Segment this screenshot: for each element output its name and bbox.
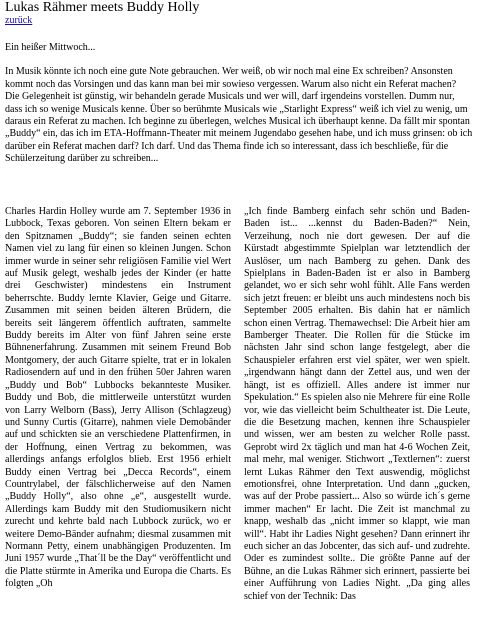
article-column-right: „Ich finde Bamberg einfach sehr schön und Baden-Baden ist... ...kennst du Baden-Baden?“ Nein, Verzeihung, noch nie dort gewesen. Der auf die Kürstadt abgestimmte Spielplan war letztendlich der Auslöser, um nach Bamberg zu gehen. Dank des Spielplans in Baden-Baden ist er also in Bamberg gelandet, wo er sich sehr wohl fühlt. Alle Fans werden sich jetzt freuen: er bleibt uns auch mindestens noch bis September 2005 erhalten. Bis dahin hat er nämlich schon einen Vertrag. Themawechsel: Die Arbeit hier am Bamberger Theater. Die Rollen für die Stücke im nächsten Jahr sind schon lange festgelegt, aber die Schauspieler erfahren erst viel später, wer wen spielt. „irgendwann hängt dann der Zettel aus, und wen der hängt, ist es offiziell. Alles andere ist immer nur Spekulation.“ Es spielen also nie Mehrere für eine Rolle vor, wie das vielleicht beim Schultheater ist. Die Leute, die die Besetzung machen, kennen ihre Schauspieler und wissen, wer am besten zu welcher Rolle passt. Geprobt wird 2x täglich und man hat 4-6 Wochen Zeit, mal mehr, mal weniger. Stichwort „Textlernen“: zuerst lernt Lukas Rähmer den Text auswendig, möglichst emotionsfrei, ohne Interpretation. Und dann „gucken, was auf der Probe passiert... Also so würde ich´s gerne immer machen“ Er lacht. Die Zeit ist manchmal zu knapp, weshalb das „nicht immer so klappt, wie man will“. Habt ihr Ladies Night gesehen? Dann erinnert ihr euch sicher an das Jobcenter, das sich auf- und zudrehte. Oder es zumindest sollte.. Die größte Panne auf der Bühne, an die Lukas Rähmer sich erinnert, passierte bei einer Aufführung von Ladies Night. „Da ging alles schief von der Technik: Das xyxy=(244,206,470,602)
intro-section xyxy=(5,42,473,166)
page-title: Lukas Rähmer meets Buddy Holly xyxy=(5,0,200,15)
article-column-left: Charles Hardin Holley wurde am 7. September 1936 in Lubbock, Texas geboren. Von seinen Eltern bekam er den Spitznamen „Buddy“; sie fanden seinen echten Namen viel zu lang für einen so kleinen Jungen. Schon immer wurde in seiner sehr religiösen Familie viel Wert auf Musik gelegt, weshalb jedes der Kinder (er hatte drei Geschwister) mindestens ein Instrument beherrschte. Buddy lernte Klavier, Geige und Gitarre. Zusammen mit seinen beiden älteren Brüdern, die bereits seit längerem öffentlich auftraten, sammelte Buddy bereits im Alter von fünf Jahren seine erste Bühnenerfahrung. Zusammen mit seinem Freund Bob Montgomery, der auch Gitarre spielte, trat er in lokalen Radiosendern auf und in den frühen 50er Jahren waren „Buddy und Bob“ Lubbocks bekannteste Musiker. Buddy und Bob, die mittlerweile unterstützt wurden von Larry Welborn (Bass), Jerry Allison (Schlagzeug) und Sunny Curtis (Gitarre), nahmen viele Demobänder auf und schickten sie an verschiedene Plattenfirmen, in der Hoffnung, einen Vertrag zu bekommen, was allerdings anfangs erfolglos blieb. Erst 1956 erhielt Buddy einen Vertrag bei „Decca Records“, einem Countrylabel, der fälschlicherweise auf den Namen „Buddy Holly“, also ohne „e“, ausgestellt wurde. Allerdings kam Buddy mit den Studiomusikern nicht zurecht und kehrte bald nach Lubbock zurück, wo er weitere Demo-Bänder aufnahm; diesmal zusammen mit Normann Petty, einem unabhängigen Produzenten. Im Juni 1957 wurde „That´ll be the Day“ veröffentlicht und die Platte stürmte in Amerika und Europa die Charts. Es folgten „Oh xyxy=(5,206,231,590)
back-link[interactable]: zurück xyxy=(5,15,33,26)
intro-lead: Ein heißer Mittwoch... xyxy=(5,42,96,53)
intro-paragraph: In Musik könnte ich noch eine gute Note gebrauchen. Wer weiß, ob wir noch mal eine Ex schreiben? Ansonsten kommt noch das Vorsingen und das kann man bei mir sowieso vergessen. Warum also nicht ein Referat machen? Die Gelegenheit ist günstig, wir behandeln gerade Musicals und wer will, darf irgendeins vorstellen. Dumm nur, dass ich so wenige Musicals kenne. Über so berühmte Musicals wie „Starlight Express“ weiß ich viel zu wenig, um daraus ein Referat zu machen. Ich beginne zu überlegen, welches Musical ich überhaupt kenne. Da fällt mir spontan „Buddy“ ein, das ich im ETA-Hoffmann-Theater mit meinem Jugendabo gesehen habe, und ich muss grinsen: ob ich darüber ein Referat machen darf? Ich darf. Und das Thema finde ich so interessant, dass ich beschließe, für die Schülerzeitung darüber zu schreiben... xyxy=(5,66,473,165)
